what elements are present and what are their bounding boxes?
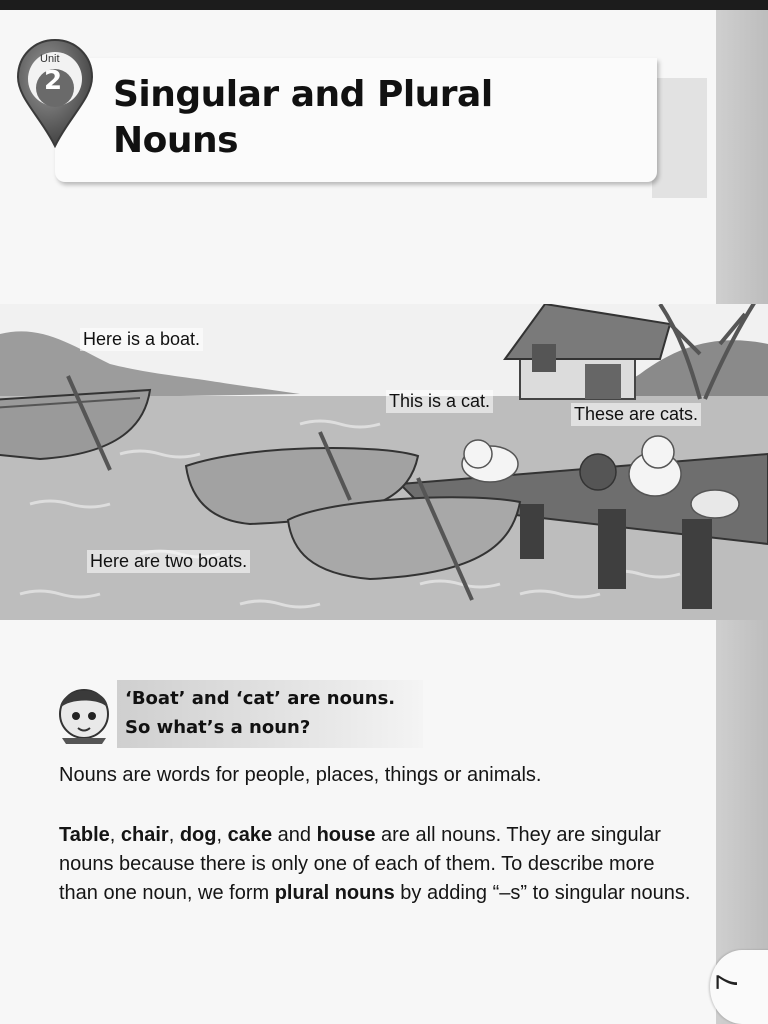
dialog-line-2: So what’s a noun?: [125, 717, 311, 738]
page-number: 7: [711, 973, 744, 991]
explanation-text-2: by adding “–s” to singular nouns.: [394, 882, 691, 904]
dialog-line-1: ‘Boat’ and ‘cat’ are nouns.: [125, 688, 396, 709]
noun-definition: Nouns are words for people, places, things or animals.: [59, 764, 542, 786]
title-card-shadow: [652, 78, 707, 198]
title-line-2: Nouns: [113, 120, 239, 161]
separator: ,: [216, 824, 228, 846]
boy-character-icon: [50, 678, 118, 744]
explanation-text-1: are all nouns. They are singular nouns because there is only one of each of them. To describe more than one noun, we form: [59, 824, 661, 904]
page-top-edge: [0, 0, 768, 10]
caption-boat: Here is a boat.: [80, 328, 203, 351]
unit-label: Unit: [40, 53, 60, 65]
separator: ,: [168, 824, 180, 846]
word-chair: chair: [120, 824, 169, 846]
word-plural: plural: [274, 882, 330, 904]
caption-cat: This is a cat.: [386, 390, 493, 413]
dialog-bubble: [125, 684, 395, 742]
separator: and: [272, 824, 317, 846]
separator: ,: [109, 824, 121, 846]
caption-cats: These are cats.: [571, 403, 701, 426]
word-cake: cake: [227, 824, 273, 846]
word-house: house: [316, 824, 376, 846]
title-line-1: Singular and Plural: [113, 74, 493, 115]
unit-number: 2: [43, 66, 63, 96]
word-nouns: nouns: [334, 882, 395, 904]
page-title: [113, 72, 633, 164]
caption-two-boats: Here are two boats.: [87, 550, 250, 573]
word-dog: dog: [179, 824, 217, 846]
word-table: Table: [59, 824, 110, 846]
explanation-paragraph: [59, 821, 699, 908]
